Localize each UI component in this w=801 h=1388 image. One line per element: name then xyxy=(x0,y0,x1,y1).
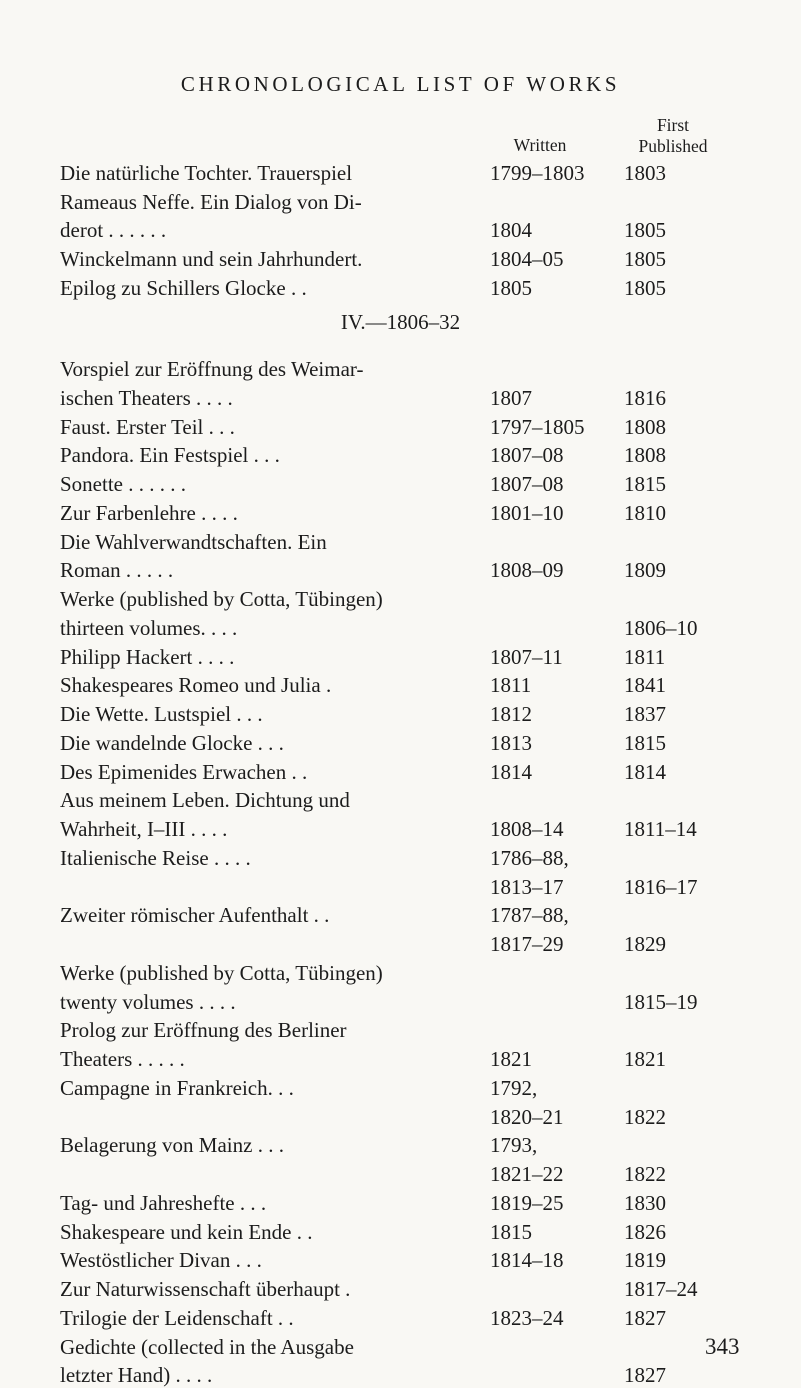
work-title: Shakespeares Romeo und Julia . xyxy=(60,673,332,698)
work-title: Die Wette. Lustspiel . . . xyxy=(60,702,263,726)
year-published: 1815 xyxy=(624,472,666,496)
work-title: Aus meinem Leben. Dichtung und xyxy=(60,788,350,813)
running-head: CHRONOLOGICAL LIST OF WORKS xyxy=(180,72,621,96)
year-published: 1808 xyxy=(624,443,666,468)
year-published: 1837 xyxy=(624,702,666,726)
year-published: 1822 xyxy=(624,1162,666,1186)
year-published: 1815–19 xyxy=(624,989,698,1014)
year-published: 1816–17 xyxy=(624,874,698,899)
year-written: 1820–21 xyxy=(490,1104,564,1129)
year-published: 1821 xyxy=(624,1047,666,1071)
year-published: 1816 xyxy=(624,385,666,410)
work-title: Wahrheit, I–III . . . . xyxy=(60,817,228,841)
year-written: 1814–18 xyxy=(490,1248,564,1273)
work-title: Werke (published by Cotta, Tübingen) xyxy=(60,960,383,985)
work-title: Zweiter römischer Aufenthalt . . xyxy=(60,903,330,928)
column-header-written: Written xyxy=(513,135,567,155)
year-written: 1805 xyxy=(490,275,532,300)
work-title: Shakespeare und kein Ende . . xyxy=(60,1219,313,1244)
work-title: Trilogie der Leidenschaft . . xyxy=(60,1305,294,1330)
work-title: Theaters . . . . . xyxy=(60,1047,185,1071)
work-title: twenty volumes . . . . xyxy=(60,989,236,1014)
year-published: 1808 xyxy=(624,414,666,439)
column-header-first-line2: Published xyxy=(638,136,708,156)
year-written: 1813–17 xyxy=(490,874,564,899)
year-published: 1811 xyxy=(624,644,666,669)
column-header-first-line1: First xyxy=(656,115,690,135)
year-written: 1792, xyxy=(490,1075,538,1100)
year-written: 1815 xyxy=(490,1219,532,1244)
year-published: 1827 xyxy=(624,1363,666,1388)
work-title: letzter Hand) . . . . xyxy=(60,1363,213,1388)
work-title: Zur Naturwissenschaft überhaupt . xyxy=(60,1277,351,1301)
year-published: 1815 xyxy=(624,730,666,755)
year-published: 1826 xyxy=(624,1219,666,1244)
year-written: 1793, xyxy=(490,1133,538,1158)
year-written: 1821–22 xyxy=(490,1162,564,1186)
work-title: Winckelmann und sein Jahrhundert. xyxy=(60,247,363,272)
year-written: 1804 xyxy=(490,218,532,243)
work-title: thirteen volumes. . . . xyxy=(60,615,238,640)
work-title: Westöstlicher Divan . . . xyxy=(60,1248,262,1273)
work-title: Campagne in Frankreich. . . xyxy=(60,1075,294,1100)
year-written: 1807–11 xyxy=(490,644,563,669)
year-written: 1819–25 xyxy=(490,1190,564,1215)
year-published: 1830 xyxy=(624,1190,666,1215)
year-published: 1809 xyxy=(624,558,666,583)
year-written: 1807 xyxy=(490,385,532,410)
work-title: Des Epimenides Erwachen . . xyxy=(60,759,308,784)
column-header-first-published xyxy=(598,115,748,157)
work-title: Roman . . . . . xyxy=(60,558,174,583)
year-published: 1811–14 xyxy=(624,817,697,841)
work-title: derot . . . . . . xyxy=(60,218,167,243)
work-title: Prolog zur Eröffnung des Berliner xyxy=(60,1018,347,1043)
year-written: 1808–09 xyxy=(490,558,564,583)
year-written: 1807–08 xyxy=(490,443,564,468)
year-published: 1806–10 xyxy=(624,615,698,640)
work-title: Sonette . . . . . . xyxy=(60,472,186,496)
work-title: Gedichte (collected in the Ausgabe xyxy=(60,1334,354,1359)
year-written: 1787–88, xyxy=(490,903,569,928)
year-written: 1812 xyxy=(490,702,532,726)
year-published: 1827 xyxy=(624,1305,666,1330)
work-title: Die Wahlverwandtschaften. Ein xyxy=(60,529,327,554)
year-published: 1829 xyxy=(624,932,666,956)
work-title: ischen Theaters . . . . xyxy=(60,385,233,410)
year-written: 1823–24 xyxy=(490,1305,564,1330)
page-number: 343 xyxy=(705,1334,740,1359)
work-title: Philipp Hackert . . . . xyxy=(60,644,235,669)
work-title: Epilog zu Schillers Glocke . . xyxy=(60,275,307,300)
year-published: 1819 xyxy=(624,1248,666,1273)
work-title: Vorspiel zur Eröffnung des Weimar- xyxy=(60,357,364,381)
year-published: 1810 xyxy=(624,500,666,525)
year-published: 1803 xyxy=(624,161,666,185)
year-written: 1808–14 xyxy=(490,817,564,841)
year-published: 1805 xyxy=(624,275,666,300)
year-written: 1786–88, xyxy=(490,845,569,870)
year-published: 1805 xyxy=(624,218,666,243)
year-written: 1821 xyxy=(490,1047,532,1071)
section-heading-iv: IV.—1806–32 xyxy=(340,310,461,334)
year-written: 1801–10 xyxy=(490,500,564,525)
work-title: Pandora. Ein Festspiel . . . xyxy=(60,443,280,468)
year-written: 1807–08 xyxy=(490,472,564,496)
work-title: Rameaus Neffe. Ein Dialog von Di- xyxy=(60,189,362,214)
year-written: 1797–1805 xyxy=(490,414,585,439)
year-written: 1811 xyxy=(490,673,532,698)
work-title: Faust. Erster Teil . . . xyxy=(60,414,235,439)
year-written: 1813 xyxy=(490,730,532,755)
work-title: Die natürliche Tochter. Trauerspiel xyxy=(60,161,353,185)
year-written: 1799–1803 xyxy=(490,161,585,185)
year-written: 1804–05 xyxy=(490,247,564,272)
work-title: Die wandelnde Glocke . . . xyxy=(60,730,284,755)
work-title: Belagerung von Mainz . . . xyxy=(60,1133,284,1158)
year-published: 1814 xyxy=(624,759,666,784)
year-written: 1814 xyxy=(490,759,532,784)
year-published: 1822 xyxy=(624,1104,666,1129)
work-title: Werke (published by Cotta, Tübingen) xyxy=(60,587,383,611)
year-published: 1841 xyxy=(624,673,666,698)
year-published: 1817–24 xyxy=(624,1277,698,1301)
work-title: Zur Farbenlehre . . . . xyxy=(60,500,238,525)
year-published: 1805 xyxy=(624,247,666,272)
work-title: Italienische Reise . . . . xyxy=(60,845,251,870)
year-written: 1817–29 xyxy=(490,932,564,956)
work-title: Tag- und Jahreshefte . . . xyxy=(60,1190,267,1215)
